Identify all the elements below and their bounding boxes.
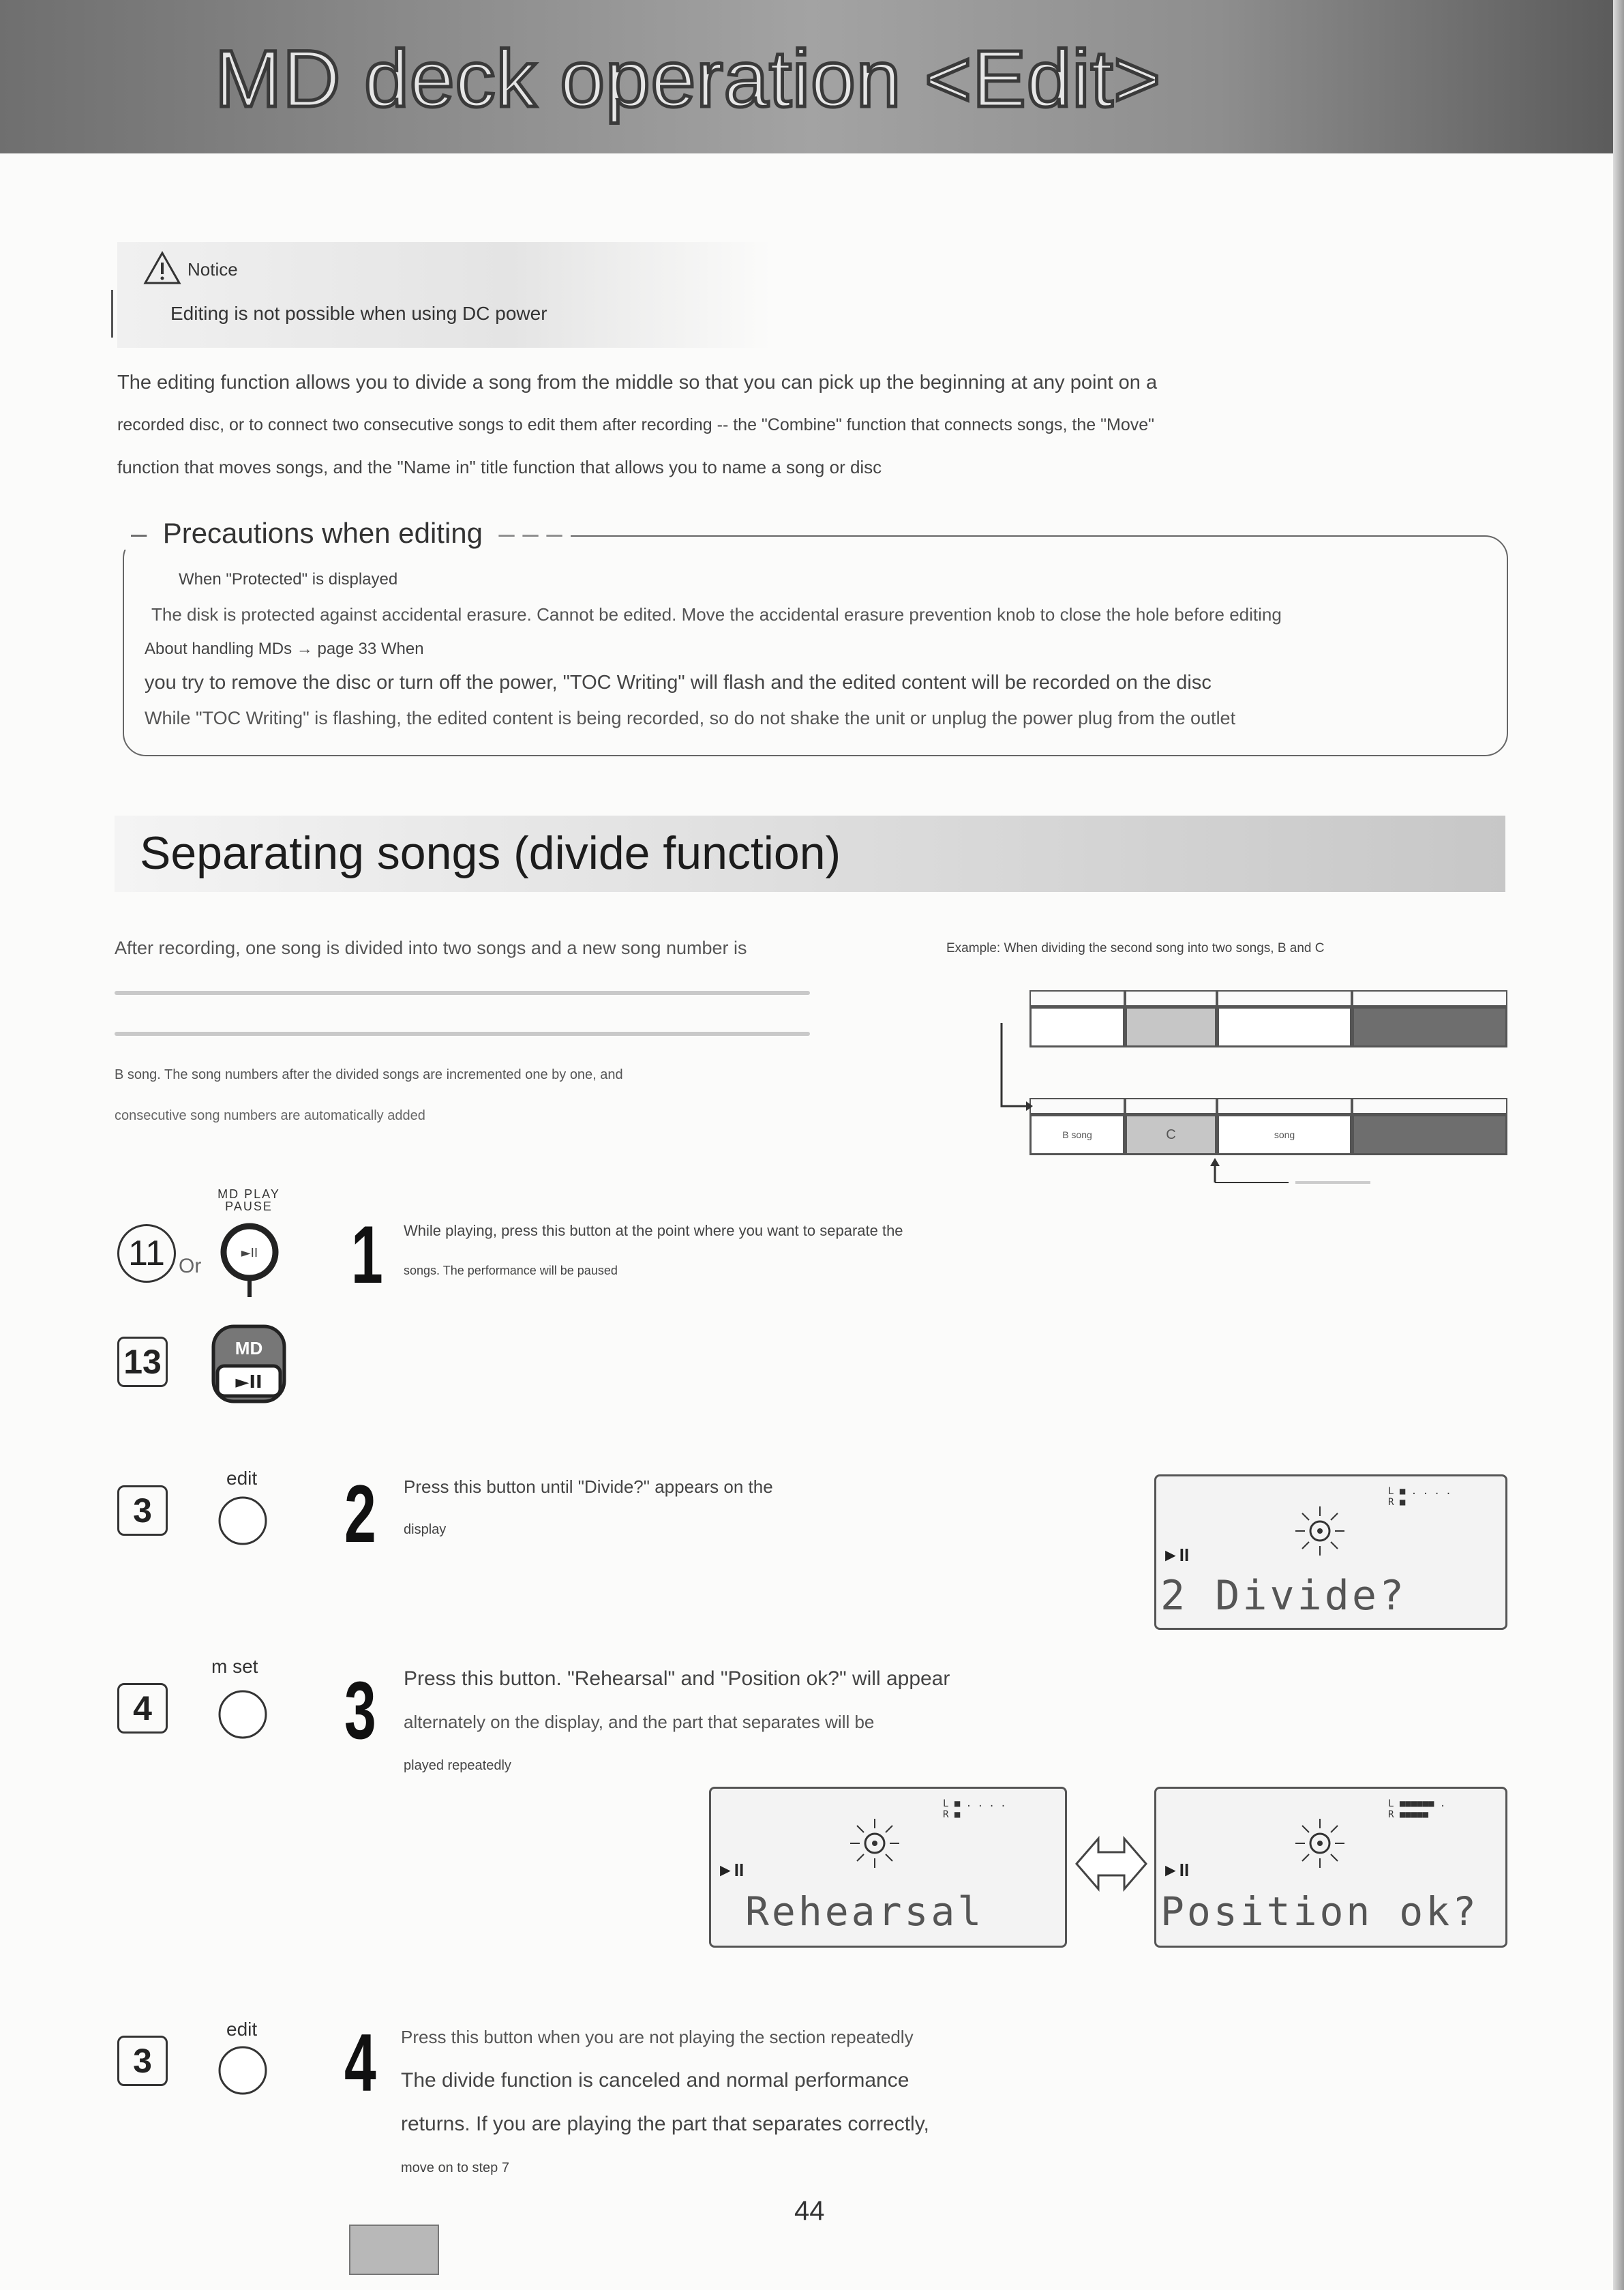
step-text: The divide function is canceled and normal performance	[401, 2069, 909, 2092]
lcd-display	[1154, 1474, 1507, 1630]
separate-line: consecutive song numbers are automatically added	[115, 1108, 425, 1123]
notice-box	[117, 242, 772, 348]
warning-icon	[143, 251, 181, 285]
intro-line: recorded disc, or to connect two consecutive songs to edit them after recording -- the "Combine" function that connects songs, the "Move"	[117, 415, 1155, 434]
intro-line: The editing function allows you to divide a song from the middle so that you can pick up the beginning at any point on a	[117, 372, 1158, 393]
play-pause-indicator: ►II	[1162, 1860, 1190, 1880]
diagram-header-cell	[1029, 1098, 1125, 1114]
m-set-button-icon[interactable]	[217, 1689, 269, 1740]
step-text: While playing, press this button at the point where you want to separate the	[404, 1222, 903, 1239]
diagram-song-cell	[1125, 1007, 1217, 1047]
diagram-song-cell	[1217, 1007, 1352, 1047]
precautions-title: – Precautions when editing – – –	[123, 517, 571, 550]
example-caption: Example: When dividing the second song into two songs, B and C	[946, 941, 1325, 955]
section-title: Separating songs (divide function)	[140, 827, 841, 879]
level-meter: L ■■■■■■ . R ■■■■■	[1388, 1798, 1446, 1820]
lcd-text: Rehearsal	[745, 1888, 984, 1935]
step-text: Press this button when you are not playing the section repeatedly	[401, 2027, 914, 2047]
diagram-song-cell	[1029, 1007, 1125, 1047]
diagram-header-cell	[1352, 990, 1507, 1007]
lcd-text: 2 Divide?	[1160, 1572, 1407, 1620]
step-text: songs. The performance will be paused	[404, 1264, 618, 1277]
precautions-line: you try to remove the disc or turn off the power, "TOC Writing" will flash and the edited content will be recorded on the disc	[145, 672, 1212, 694]
intro-line: function that moves songs, and the "Name in" title function that allows you to name a song or disc	[117, 457, 882, 477]
step-text: alternately on the display, and the part that separates will be	[404, 1712, 875, 1732]
diagram-song-cell: C	[1125, 1114, 1217, 1155]
precautions-line: When "Protected" is displayed	[179, 570, 398, 589]
step-text: Press this button until "Divide?" appears on the	[404, 1476, 773, 1497]
m-set-button-label: m set	[211, 1656, 258, 1677]
button-ref-13: 13	[117, 1337, 168, 1387]
level-meter: L ■ . . . . R ■	[1388, 1486, 1452, 1508]
md-play-pause-button-icon[interactable]	[217, 1221, 282, 1303]
diagram-header-cell	[1352, 1098, 1507, 1114]
button-ref-3: 3	[117, 1485, 168, 1536]
precautions-line: The disk is protected against accidental erasure. Cannot be edited. Move the accidental erasure prevention knob to close the hole before editing	[151, 604, 1282, 625]
diagram-header-cell	[1125, 990, 1217, 1007]
notice-text: Editing is not possible when using DC power	[170, 303, 547, 324]
step-number: 1	[351, 1209, 383, 1300]
md-button-label: MD	[235, 1338, 263, 1358]
diagram-header-cell	[1125, 1098, 1217, 1114]
disc-spin-icon	[1293, 1504, 1347, 1558]
divide-point-arrow-icon	[1207, 1157, 1384, 1191]
button-ref-4: 4	[117, 1683, 168, 1734]
separate-line: After recording, one song is divided into two songs and a new song number is	[115, 938, 747, 958]
step-text: Press this button. "Rehearsal" and "Position ok?" will appear	[404, 1667, 950, 1690]
step-text: returns. If you are playing the part that separates correctly,	[401, 2113, 929, 2135]
step-text: played repeatedly	[404, 1758, 511, 1773]
separate-line: B song. The song numbers after the divided songs are incremented one by one, and	[115, 1067, 623, 1082]
lcd-display-position	[1154, 1787, 1507, 1948]
blurred-text-line	[115, 1032, 810, 1036]
lcd-text: Position ok?	[1160, 1888, 1479, 1935]
step-text: display	[404, 1522, 447, 1537]
step-number: 4	[344, 2017, 376, 2109]
page-number: 44	[794, 2196, 825, 2226]
diagram-arrow-icon	[992, 1023, 1033, 1118]
precautions-line: About handling MDs → page 33 When	[145, 640, 424, 658]
level-meter: L ■ . . . . R ■	[943, 1798, 1006, 1820]
diagram-song-cell: B song	[1029, 1114, 1125, 1155]
svg-text:►II: ►II	[235, 1372, 262, 1393]
footer-logo	[349, 2225, 439, 2275]
diagram-header-cell	[1217, 990, 1352, 1007]
alternating-arrow-icon	[1074, 1833, 1149, 1894]
lcd-display-rehearsal	[709, 1787, 1067, 1948]
edit-button-icon[interactable]	[217, 1495, 269, 1547]
play-pause-indicator: ►II	[1162, 1545, 1190, 1565]
diagram-header-cell	[1217, 1098, 1352, 1114]
disc-spin-icon	[1293, 1816, 1347, 1871]
disc-spin-icon	[847, 1816, 902, 1871]
or-label: Or	[179, 1255, 202, 1277]
intro-paragraph	[117, 361, 1488, 488]
diagram-song-cell: song	[1217, 1114, 1352, 1155]
diagram-song-cell	[1352, 1007, 1507, 1047]
page-title: MD deck operation <Edit>	[215, 34, 1162, 124]
step-text: move on to step 7	[401, 2160, 509, 2175]
md-play-pause-label: MD PLAY PAUSE	[217, 1187, 280, 1213]
diagram-song-cell	[1352, 1114, 1507, 1155]
precautions-title-text: Precautions when editing	[162, 517, 483, 549]
button-ref-11: 11	[117, 1224, 176, 1283]
notice-label: Notice	[187, 259, 238, 280]
edit-button-label: edit	[226, 2019, 258, 2040]
blurred-text-line	[115, 991, 810, 995]
edit-button-icon[interactable]	[217, 2044, 269, 2096]
button-ref-3: 3	[117, 2036, 168, 2086]
diagram-header-cell	[1029, 990, 1125, 1007]
notice-divider	[111, 290, 113, 338]
precautions-line: While "TOC Writing" is flashing, the edited content is being recorded, so do not shake the unit or unplug the power plug from the outlet	[145, 708, 1236, 728]
md-play-button-icon[interactable]	[208, 1320, 290, 1408]
play-pause-indicator: ►II	[717, 1860, 745, 1880]
step-number: 2	[344, 1468, 376, 1560]
page-edge-shadow	[1613, 0, 1624, 2290]
edit-button-label: edit	[226, 1468, 258, 1489]
step-number: 3	[344, 1665, 376, 1756]
svg-text:►II: ►II	[241, 1246, 258, 1260]
